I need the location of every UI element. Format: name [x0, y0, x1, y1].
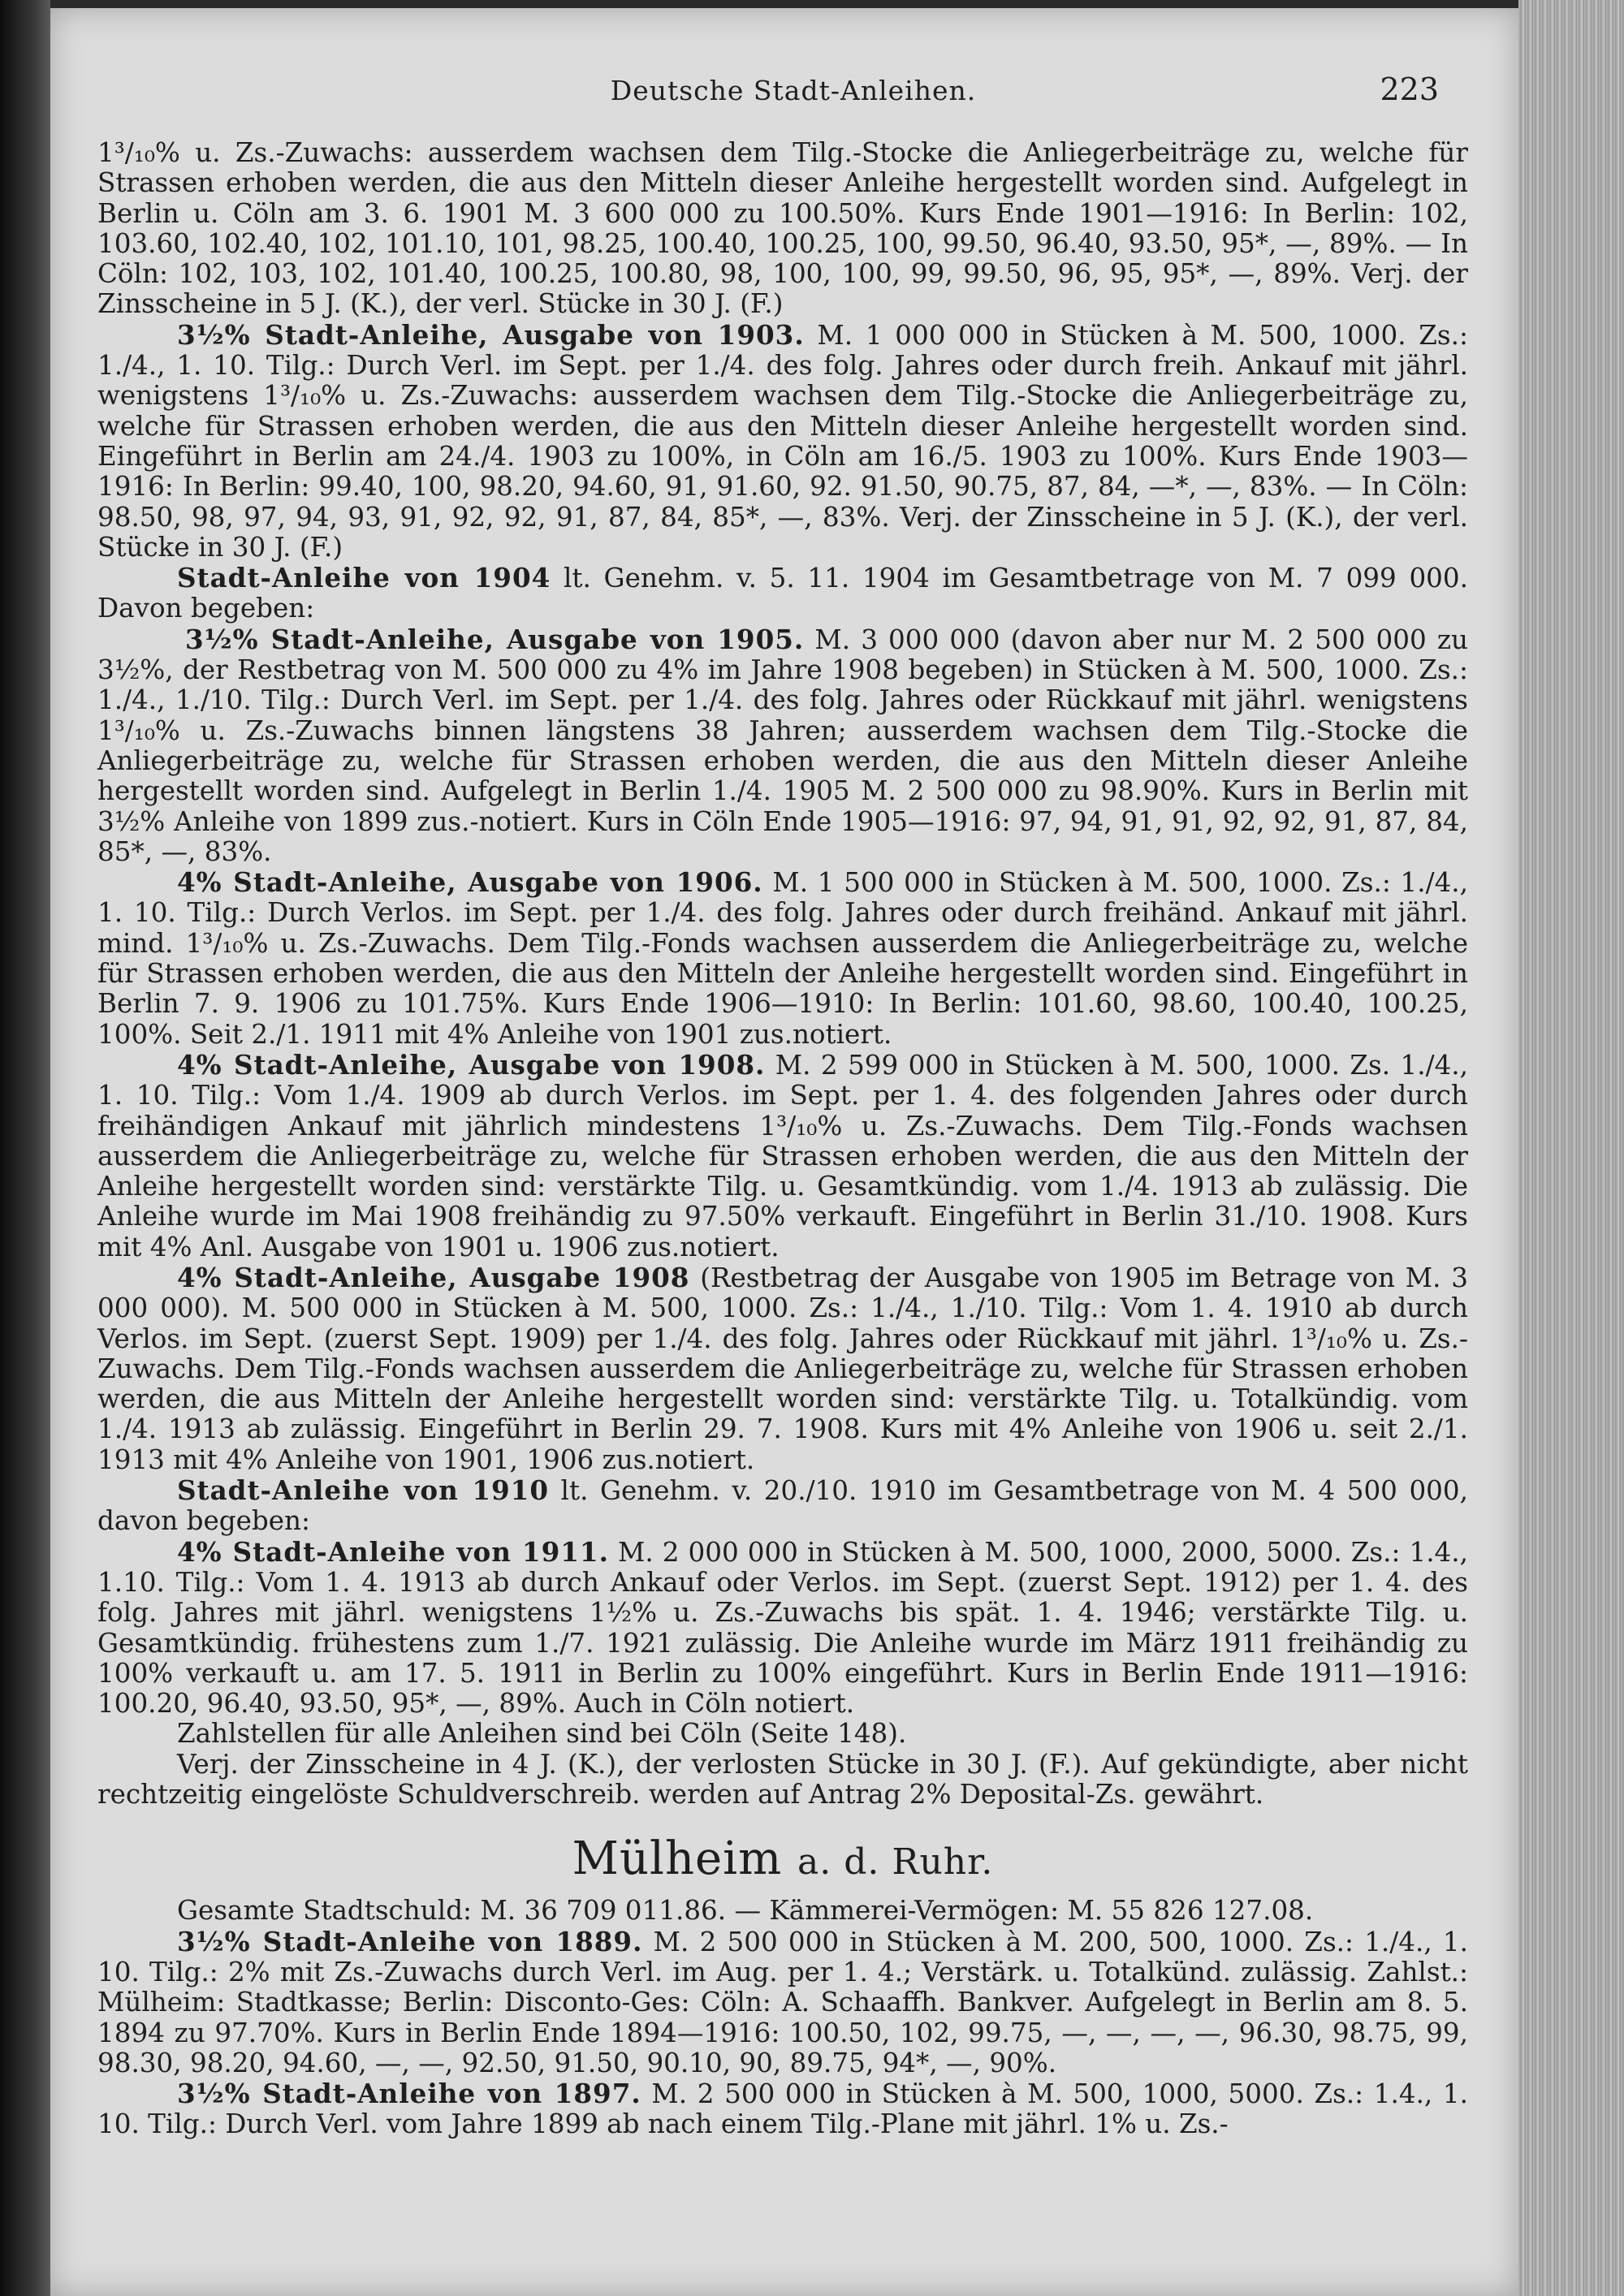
paragraph-anleihe-1908 [97, 1050, 1468, 1262]
city-suffix: a. d. Ruhr. [797, 1841, 994, 1884]
paragraph-text: Gesamte Stadtschuld: M. 36 709 011.86. — Kämmerei-Vermögen: M. 55 826 127.08. [177, 1895, 1314, 1927]
paragraph-text: M. 1 500 000 in Stücken à M. 500, 1000. Zs.: 1./4., 1. 10. Tilg.: Durch Verlos. im Sept. per 1./4. des folg. Jahres oder durch freihänd. Ankauf mit jährl. mind. 1³/₁₀% u. Zs.-Zuwachs. Dem Tilg.-Fonds wachsen ausserdem die Anliegerbeiträge zu, welche für Strassen erhoben werden, die aus den Mitteln der Anleihe hergestellt worden sind. Eingeführt in Berlin 7. 9. 1906 zu 101.75%. Kurs Ende 1906—1910: In Berlin: 101.60, 98.60, 100.40, 100.25, 100%. Seit 2./1. 1911 mit 4% Anleihe von 1901 zus.notiert. [97, 867, 1469, 1050]
entry-heading: 4% Stadt-Anleihe, Ausgabe von 1908. [177, 1048, 766, 1081]
city-name: Mülheim [572, 1832, 783, 1886]
city-summary [97, 1896, 1468, 1926]
paragraph-text: 1³/₁₀% u. Zs.-Zuwachs: ausserdem wachsen dem Tilg.-Stocke die Anliegerbeiträge zu, welche für Strassen erhoben werden, die aus den Mitteln dieser Anleihe hergestellt worden sind. Aufgelegt in Berlin u. Cöln am 3. 6. 1901 M. 3 600 000 zu 100.50%. Kurs Ende 1901—1916: In Berlin: 102, 103.60, 102.40, 102, 101.10, 101, 98.25, 100.40, 100.25, 100, 99.50, 96.40, 93.50, 95*, —, 89%. — In Cöln: 102, 103, 102, 101.40, 100.25, 100.80, 98, 100, 100, 99, 99.50, 96, 95, 95*, —, 89%. Verj. der Zinsscheine in 5 J. (K.), der verl. Stücke in 30 J. (F.) [97, 137, 1468, 320]
entry-heading: 4% Stadt-Anleihe von 1911. [177, 1535, 609, 1568]
page-body [97, 138, 1468, 2140]
paragraph-text: M. 2 000 000 in Stücken à M. 500, 1000, 2000, 5000. Zs.: 1.4., 1.10. Tilg.: Vom 1. 4. 1913 ab durch Ankauf oder Verlos. im Sept. (zuerst Sept. 1912) per 1. 4. des folg. Jahres mit jährl. wenigstens 1½% u. Zs.-Zuwachs bis spät. 1. 4. 1946; verstärkte Tilg. u. Gesamtkündig. frühestens zum 1./7. 1921 zulässig. Die Anleihe wurde im März 1911 freihändig zu 100% verkauft u. am 17. 5. 1911 in Berlin zu 100% eingeführt. Kurs in Berlin Ende 1911—1916: 100.20, 96.40, 93.50, 95*, —, 89%. Auch in Cöln notiert. [97, 1536, 1468, 1720]
paragraph-text: lt. Genehm. v. 20./10. 1910 im Gesamtbetrage von M. 4 500 000, davon begeben: [97, 1475, 1468, 1537]
entry-heading: 3½% Stadt-Anleihe, Ausgabe von 1905. [185, 623, 805, 655]
paragraph-anleihe-1903 [97, 320, 1468, 563]
paragraph-anleihe-1911 [97, 1537, 1468, 1720]
entry-heading: 4% Stadt-Anleihe, Ausgabe von 1906. [177, 866, 763, 899]
paragraph-text: lt. Genehm. v. 5. 11. 1904 im Gesamtbetrage von M. 7 099 000. Davon begeben: [97, 563, 1468, 624]
paragraph-anleihe-1910 [97, 1475, 1468, 1537]
paragraph-text: Zahlstellen für alle Anleihen sind bei Cöln (Seite 148). [177, 1718, 907, 1750]
paragraph-zahlstellen [97, 1719, 1468, 1749]
running-title: Deutsche Stadt-Anleihen. [610, 75, 977, 106]
book-spine-shadow [0, 0, 50, 2296]
paragraph-text: M. 2 599 000 in Stücken à M. 500, 1000. Zs. 1./4., 1. 10. Tilg.: Vom 1./4. 1909 ab durch Verlos. im Sept. per 1. 4. des folgenden Jahres oder durch freihändigen Ankauf mit jährlich mindestens 1³/₁₀% u. Zs.-Zuwachs. Dem Tilg.-Fonds wachsen ausserdem die Anliegerbeiträge zu, welche für Strassen erhoben werden, die aus den Mitteln der Anleihe hergestellt worden sind: verstärkte Tilg. u. Gesamtkündig. vom 1./4. 1913 ab zulässig. Die Anleihe wurde im Mai 1908 freihändig zu 97.50% verkauft. Eingeführt in Berlin 31./10. 1908. Kurs mit 4% Anl. Ausgabe von 1901 u. 1906 zus.notiert. [97, 1049, 1469, 1262]
entry-heading: Stadt-Anleihe von 1904 [177, 562, 551, 594]
paragraph-text: M. 2 500 000 in Stücken à M. 500, 1000, 5000. Zs.: 1.4., 1. 10. Tilg.: Durch Verl. vom Jahre 1899 ab nach einem Tilg.-Plane mit jährl. 1% u. Zs.- [97, 2078, 1469, 2140]
paragraph-anleihe-1906 [97, 867, 1468, 1050]
entry-heading: 3½% Stadt-Anleihe, Ausgabe von 1903. [177, 318, 805, 351]
paragraph-continuation [97, 138, 1468, 320]
city-heading [97, 1831, 1468, 1891]
paragraph-anleihe-1904 [97, 563, 1468, 624]
entry-heading: Stadt-Anleihe von 1910 [177, 1474, 549, 1507]
running-header [148, 71, 1439, 115]
paragraph-text: M. 2 500 000 in Stücken à M. 200, 500, 1000. Zs.: 1./4., 1. 10. Tilg.: 2% mit Zs.-Zuwachs durch Verl. im Aug. per 1. 4.; Verstärk. u. Totalkünd. zulässig. Zahlst.: Mülheim: Stadtkasse; Berlin: Disconto-Ges: Cöln: A. Schaaffh. Bankver. Aufgelegt in Berlin am 8. 5. 1894 zu 97.70%. Kurs in Berlin Ende 1894—1916: 100.50, 102, 99.75, —, —, —, —, 96.30, 98.75, 99, 98.30, 98.20, 94.60, —, —, 92.50, 91.50, 90.10, 90, 89.75, 94*, —, 90%. [97, 1926, 1468, 2078]
paragraph-anleihe-1897 [97, 2078, 1468, 2140]
entry-heading: 3½% Stadt-Anleihe von 1897. [177, 2078, 641, 2110]
entry-heading: 4% Stadt-Anleihe, Ausgabe 1908 [177, 1261, 690, 1293]
paragraph-text: M. 3 000 000 (davon aber nur M. 2 500 000 zu 3½%, der Restbetrag von M. 500 000 zu 4% im Jahre 1908 begeben) in Stücken à M. 500, 1000. Zs.: 1./4., 1./10. Tilg.: Durch Verl. im Sept. per 1./4. des folg. Jahres oder Rückkauf mit jährl. wenigstens 1³/₁₀% u. Zs.-Zuwachs binnen längstens 38 Jahren; ausserdem wachsen dem Tilg.-Stocke die Anliegerbeiträge zu, welche für Strassen erhoben werden, die aus den Mitteln dieser Anleihe hergestellt worden sind. Aufgelegt in Berlin 1./4. 1905 M. 2 500 000 zu 98.90%. Kurs in Berlin mit 3½% Anleihe von 1899 zus.-notiert. Kurs in Cöln Ende 1905—1916: 97, 94, 91, 91, 92, 92, 91, 87, 84, 85*, —, 83%. [97, 624, 1468, 867]
paragraph-text: M. 1 000 000 in Stücken à M. 500, 1000. Zs.: 1./4., 1. 10. Tilg.: Durch Verl. im Sept. per 1./4. des folg. Jahres oder durch freih. Ankauf mit jährl. wenigstens 1³/₁₀% u. Zs.-Zuwachs: ausserdem wachsen dem Tilg.-Stocke die Anliegerbeiträge zu, welche für Strassen erhoben werden, die aus den Mitteln dieser Anleihe hergestellt worden sind. Eingeführt in Berlin am 24./4. 1903 zu 100%, in Cöln am 16./5. 1903 zu 100%. Kurs Ende 1903—1916: In Berlin: 99.40, 100, 98.20, 94.60, 91, 91.60, 92. 91.50, 90.75, 87, 84, —*, —, 83%. — In Cöln: 98.50, 98, 97, 94, 93, 91, 92, 92, 91, 87, 84, 85*, —, 83%. Verj. der Zinsscheine in 5 J. (K.), der verl. Stücke in 30 J. (F.) [97, 319, 1468, 563]
paragraph-anleihe-1889 [97, 1927, 1468, 2078]
paragraph-verjaehrung [97, 1750, 1468, 1810]
paragraph-text: (Restbetrag der Ausgabe von 1905 im Betrage von M. 3 000 000). M. 500 000 in Stücken à M. 500, 1000. Zs.: 1./4., 1./10. Tilg.: Vom 1. 4. 1910 ab durch Verlos. im Sept. (zuerst Sept. 1909) per 1./4. des folg. Jahres oder Rückkauf mit jährl. 1³/₁₀% u. Zs.-Zuwachs. Dem Tilg.-Fonds wachsen ausserdem die Anliegerbeiträge zu, welche für Strassen erhoben werden, die aus Mitteln der Anleihe hergestellt worden sind: verstärkte Tilg. u. Totalkündig. vom 1./4. 1913 ab zulässig. Eingeführt in Berlin 29. 7. 1908. Kurs mit 4% Anleihe von 1906 u. seit 2./1. 1913 mit 4% Anleihe von 1901, 1906 zus.notiert. [97, 1262, 1468, 1475]
entry-heading: 3½% Stadt-Anleihe von 1889. [177, 1925, 643, 1957]
paragraph-anleihe-1905 [97, 624, 1468, 867]
page-edges [1518, 0, 1624, 2296]
paragraph-anleihe-1908-rest [97, 1262, 1468, 1475]
page-number: 223 [1380, 71, 1439, 107]
paragraph-text: Verj. der Zinsscheine in 4 J. (K.), der verlosten Stücke in 30 J. (F.). Auf gekündigte, aber nicht rechtzeitig eingelöste Schuldverschreib. werden auf Antrag 2% Deposital-Zs. gewährt. [97, 1748, 1468, 1810]
document-page [50, 8, 1518, 2296]
